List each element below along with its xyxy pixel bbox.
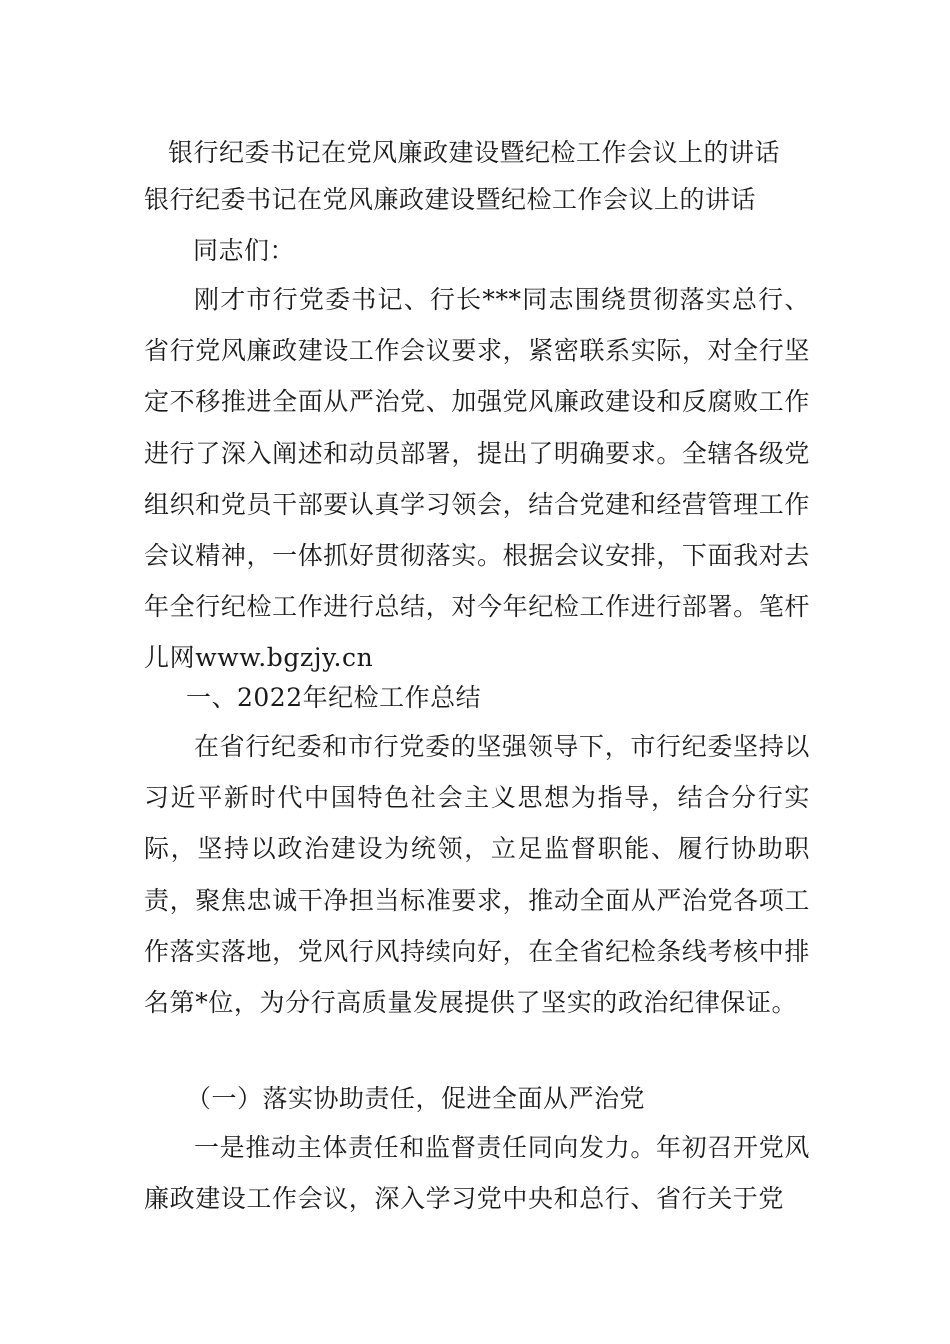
- paragraph-responsibility: 一是推动主体责任和监督责任同向发力。年初召开党风廉政建设工作会议，深入学习党中央和总行、省行关于党: [144, 1133, 810, 1214]
- paragraph-summary: 在省行纪委和市行党委的坚强领导下，市行纪委坚持以习近平新时代中国特色社会主义思想为指导，结合分行实际，坚持以政治建设为统领，立足监督职能、履行协助职责，聚焦忠诚干净担当标准要求，推动全面从严治党各项工作落实落地，党风行风持续向好，在全省纪检条线考核中排名第*位，为分行高质量发展提供了坚实的政治纪律保证。: [144, 732, 810, 1018]
- paragraph-intro: 刚才市行党委书记、行长***同志围绕贯彻落实总行、省行党风廉政建设工作会议要求，紧密联系实际，对全行坚定不移推进全面从严治党、加强党风廉政建设和反腐败工作进行了深入阐述和动员部署，提出了明确要求。全辖各级党组织和党员干部要认真学习领会，结合党建和经营管理工作会议精神，一体抓好贯彻落实。根据会议安排，下面我对去年全行纪检工作进行总结，对今年纪检工作进行部署。笔杆儿网www.bgzjy.cn: [144, 285, 810, 673]
- subsection-heading-1: （一）落实协助责任，促进全面从严治党: [186, 1084, 646, 1113]
- document-title: 银行纪委书记在党风廉政建设暨纪检工作会议上的讲话: [168, 138, 781, 167]
- section-heading-1: 一、2022年纪检工作总结: [186, 683, 482, 712]
- salutation: 同志们：: [193, 236, 296, 265]
- document-title-repeat: 银行纪委书记在党风廉政建设暨纪检工作会议上的讲话: [144, 185, 757, 214]
